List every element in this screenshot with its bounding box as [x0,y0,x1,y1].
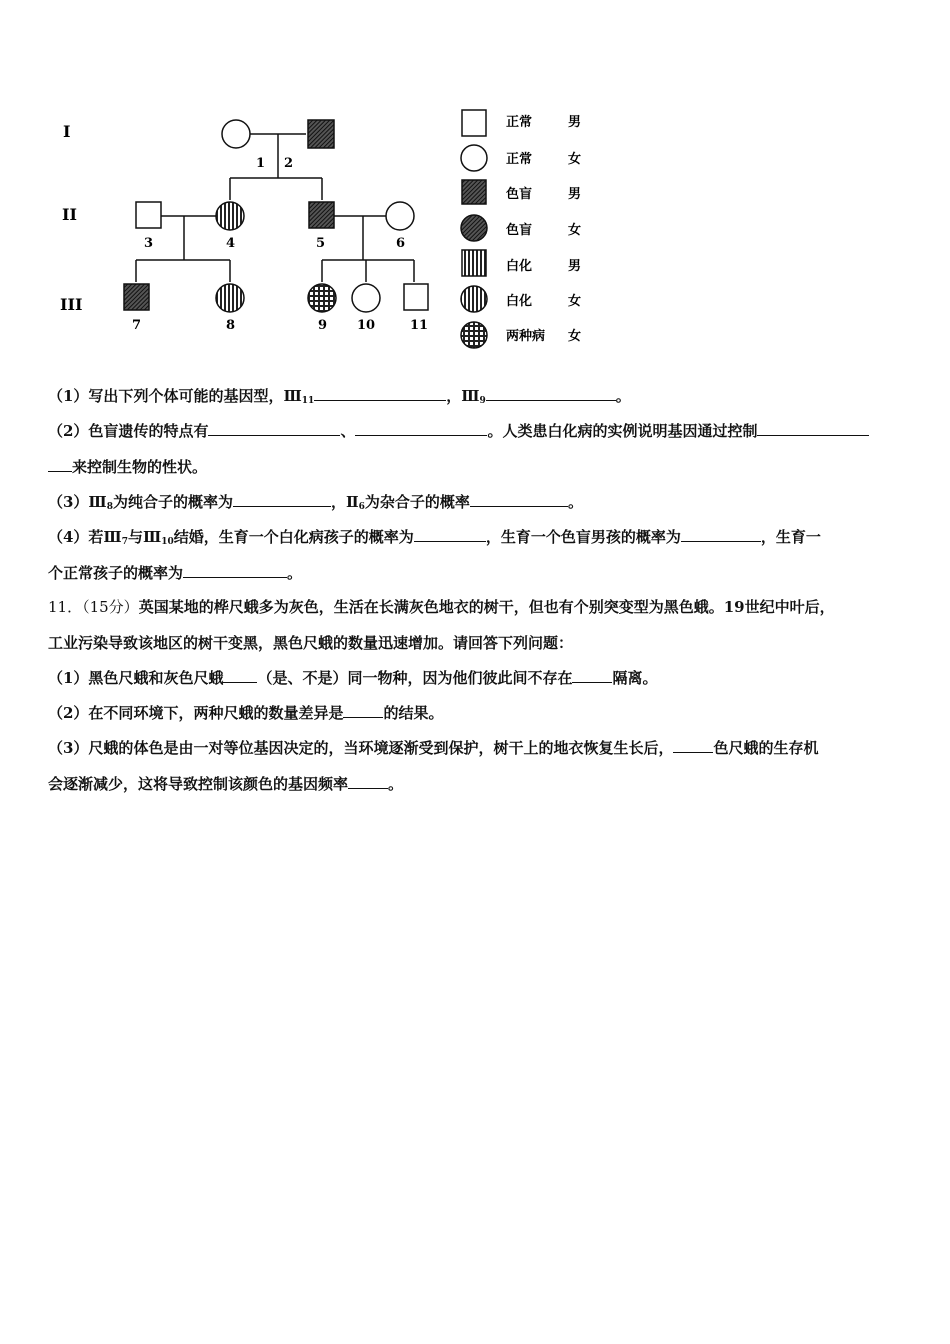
individual-9-both-diseases-female [308,284,336,312]
answer-blank[interactable] [183,563,287,578]
label-7: 7 [132,318,142,333]
answer-blank[interactable] [314,386,446,401]
individual-6-normal-female [386,202,414,230]
legend-sex-1: 男 [568,115,582,130]
label-2: 2 [284,156,294,171]
individual-7-colorblind-male [124,284,149,310]
legend [461,110,581,348]
legend-sex-2: 女 [568,152,582,167]
legend-sex-3: 男 [568,187,582,202]
individual-3-normal-male [136,202,161,228]
legend-label-2: 正常 [506,152,533,167]
answer-blank[interactable] [681,527,761,542]
problem-11-stem-cont: 工业污染导致该地区的树干变黑，黑色尺蛾的数量迅速增加。请回答下列问题： [48,634,574,652]
label-1: 1 [256,156,266,171]
individual-2-colorblind-male [308,120,334,148]
generation-label-2: II [62,205,77,224]
answer-blank[interactable] [355,421,487,436]
label-9: 9 [318,318,328,333]
question-3: $(3)Ⅲ_8$为纯合子的概率为 ，$Ⅱ_6$为杂合子的概率 。 [48,493,583,512]
legend-label-4: 色盲 [506,223,533,238]
answer-blank[interactable] [48,457,72,472]
label-10: 10 [357,318,376,333]
answer-blank[interactable] [208,421,340,436]
label-8: 8 [226,318,236,333]
problem-11-q1: （1）黑色尺蛾和灰色尺蛾 （是、不是）同一物种，因为他们彼此间不存在 隔离。 [48,669,658,687]
legend-symbol-normal-female [461,145,487,171]
individual-5-colorblind-male [309,202,334,228]
pedigree-figure [48,100,608,360]
question-4-cont: 个正常孩子的概率为 。 [48,564,303,582]
answer-blank[interactable] [572,668,612,683]
legend-label-3: 色盲 [506,187,533,202]
legend-symbol-colorblind-male [462,180,486,204]
problem-11-q3-cont: 会逐渐减少，这将导致控制该颜色的基因频率 。 [48,775,404,793]
answer-blank[interactable] [673,738,713,753]
answer-blank[interactable] [223,668,257,683]
label-3: 3 [144,236,154,251]
individual-8-albino-female [216,284,244,312]
problem-11-q3: （3）尺蛾的体色是由一对等位基因决定的，当环境逐渐受到保护，树干上的地衣恢复生长后， 色尺蛾的生存机 [48,739,819,757]
label-4: 4 [226,236,236,251]
legend-sex-5: 男 [568,259,582,274]
legend-symbol-both-female [461,322,487,348]
legend-label-5: 白化 [506,259,533,274]
legend-label-1: 正常 [506,115,533,130]
pedigree-lines [136,134,414,282]
question-2: （2）色盲遗传的特点有 、 。人类患白化病的实例说明基因通过控制 [48,421,869,441]
label-11: 11 [410,318,429,333]
legend-label-7: 两种病 [506,329,546,344]
problem-11-q2: （2）在不同环境下，两种尺蛾的数量差异是 的结果。 [48,704,444,722]
legend-sex-6: 女 [568,294,582,309]
legend-symbol-albino-male [462,250,486,276]
answer-blank[interactable] [414,527,486,542]
legend-sex-7: 女 [568,329,582,344]
individual-1-normal-female [222,120,250,148]
legend-symbol-normal-male [462,110,486,136]
answer-blank[interactable] [470,492,568,507]
individual-10-normal-female [352,284,380,312]
question-4: （4）若$Ⅲ_7$与$Ⅲ_{10}$结婚，生育一个白化病孩子的概率为 ，生育一个色盲男孩的概率为 ，生育一 [48,528,821,547]
answer-blank[interactable] [757,421,869,436]
problem-11-stem: 11．（15分）英国某地的桦尺蛾多为灰色，生活在长满灰色地衣的树干，但也有个别突变型为黑色蛾。19世纪中叶后， [48,598,835,616]
legend-symbol-albino-female [461,286,487,312]
legend-sex-4: 女 [568,223,582,238]
question-2-cont: 来控制生物的性状。 [48,457,207,477]
generation-label-1: I [63,122,71,141]
question-1: （1）写出下列个体可能的基因型，$Ⅲ_{11}$ ，$Ⅲ_9$ 。 [48,387,631,406]
answer-blank[interactable] [233,492,331,507]
legend-label-6: 白化 [506,294,533,309]
individual-11-normal-male [404,284,428,310]
individual-4-albino-female [216,202,244,230]
label-5: 5 [316,236,326,251]
generation-label-3: III [60,295,83,314]
answer-blank[interactable] [348,774,388,789]
answer-blank[interactable] [343,703,383,718]
label-6: 6 [396,236,406,251]
answer-blank[interactable] [486,386,616,401]
legend-symbol-colorblind-female [461,215,487,241]
